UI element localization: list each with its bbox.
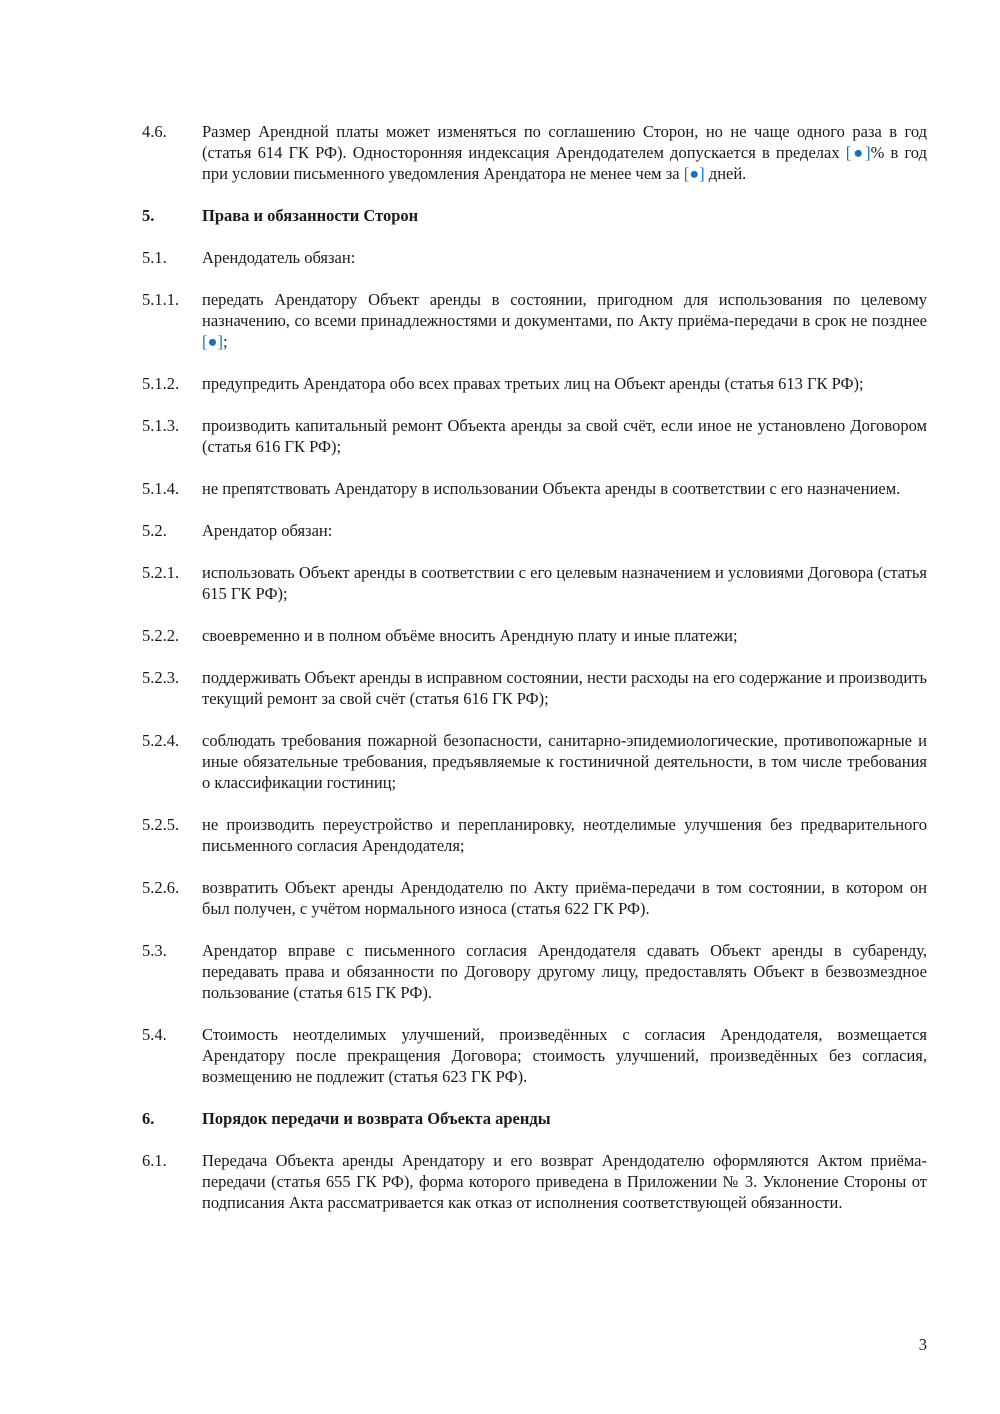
text-run: Размер Арендной платы может изменяться по соглашению Сторон, но не чаще одного раза в год (статья 614 ГК РФ). Односторонняя индексация Арендодателем допускается в пределах <box>202 122 927 162</box>
clause-text <box>202 289 927 352</box>
section-heading <box>142 1108 927 1129</box>
text-run: Арендатор обязан: <box>202 521 333 540</box>
text-run: Передача Объекта аренды Арендатору и его возврат Арендодателю оформляются Актом приёма-передачи (статья 655 ГК РФ), форма которого приведена в Приложении № 3. Уклонение Стороны от подписания Акта рассматривается как отказ от исполнения соответствующей обязанности. <box>202 1151 927 1212</box>
text-run: % в год при условии письменного уведомления Арендатора не менее чем за <box>202 143 927 183</box>
clause-number: 5.1.2. <box>142 374 180 393</box>
section-title <box>202 1108 927 1129</box>
clause-text <box>202 415 927 457</box>
text-run: использовать Объект аренды в соответствии с его целевым назначением и условиями Договора (статья 615 ГК РФ); <box>202 563 927 603</box>
clause <box>142 667 927 709</box>
clause-number: 5.2.3. <box>142 668 180 687</box>
clause-text <box>202 1024 927 1087</box>
clause-number: 4.6. <box>142 122 167 141</box>
clause-number: 5.3. <box>142 941 167 960</box>
clause-text <box>202 1150 927 1213</box>
clause-number: 5.2.2. <box>142 626 180 645</box>
clause <box>142 562 927 604</box>
clause-number: 5.1.1. <box>142 290 180 309</box>
clause <box>142 247 927 268</box>
text-run: производить капитальный ремонт Объекта аренды за свой счёт, если иное не установлено Договором (статья 616 ГК РФ); <box>202 416 927 456</box>
page-number: 3 <box>918 1335 927 1354</box>
clause-number: 5.2.4. <box>142 731 180 750</box>
clause <box>142 625 927 646</box>
clause-number: 5. <box>142 206 155 225</box>
clause <box>142 520 927 541</box>
text-run: дней. <box>704 164 747 183</box>
text-run: не препятствовать Арендатору в использовании Объекта аренды в соответствии с его назначением. <box>202 479 901 498</box>
clause <box>142 940 927 1003</box>
clause-text <box>202 247 927 268</box>
clause-number: 5.1.3. <box>142 416 180 435</box>
text-run: соблюдать требования пожарной безопасности, санитарно-эпидемиологические, противопожарные и иные обязательные требования, предъявляемые к гостиничной деятельности, в том числе требования о классификации гостиниц; <box>202 731 927 792</box>
placeholder-field: [●] <box>683 164 705 183</box>
clause <box>142 289 927 352</box>
clause-number: 5.2. <box>142 521 167 540</box>
text-run: предупредить Арендатора обо всех правах третьих лиц на Объект аренды (статья 613 ГК РФ); <box>202 374 864 393</box>
clause <box>142 730 927 793</box>
clause <box>142 373 927 394</box>
clause-number: 5.2.5. <box>142 815 180 834</box>
placeholder-field: [●] <box>845 143 871 162</box>
clause <box>142 478 927 499</box>
text-run: Арендодатель обязан: <box>202 248 356 267</box>
placeholder-field: [●] <box>202 332 223 351</box>
clause-number: 5.1. <box>142 248 167 267</box>
clause <box>142 121 927 184</box>
clause <box>142 415 927 457</box>
clause-text <box>202 625 927 646</box>
text-run: ; <box>222 332 228 351</box>
text-run: своевременно и в полном объёме вносить Арендную плату и иные платежи; <box>202 626 738 645</box>
text-run: передать Арендатору Объект аренды в состоянии, пригодном для использования по целевому назначению, со всеми принадлежностями и документами, по Акту приёма-передачи в срок не позднее <box>202 290 927 330</box>
section-title <box>202 205 927 226</box>
text-run: не производить переустройство и перепланировку, неотделимые улучшения без предварительного письменного согласия Арендодателя; <box>202 815 927 855</box>
clause-number: 5.2.6. <box>142 878 180 897</box>
clause-number: 5.4. <box>142 1025 167 1044</box>
text-run: Порядок передачи и возврата Объекта аренды <box>202 1109 551 1128</box>
clause <box>142 814 927 856</box>
text-run: Права и обязанности Сторон <box>202 206 419 225</box>
document-body <box>142 121 927 1234</box>
clause-text <box>202 562 927 604</box>
section-heading <box>142 205 927 226</box>
clause-number: 5.1.4. <box>142 479 180 498</box>
clause-number: 6. <box>142 1109 155 1128</box>
text-run: возвратить Объект аренды Арендодателю по Акту приёма-передачи в том состоянии, в котором он был получен, с учётом нормального износа (статья 622 ГК РФ). <box>202 878 927 918</box>
clause-text <box>202 520 927 541</box>
clause-number: 5.2.1. <box>142 563 180 582</box>
clause <box>142 1024 927 1087</box>
clause-text <box>202 814 927 856</box>
clause <box>142 877 927 919</box>
clause <box>142 1150 927 1213</box>
text-run: Арендатор вправе с письменного согласия Арендодателя сдавать Объект аренды в субаренду, передавать права и обязанности по Договору другому лицу, предоставлять Объект в безвозмездное пользование (статья 615 ГК РФ). <box>202 941 927 1002</box>
clause-text <box>202 121 927 184</box>
clause-text <box>202 877 927 919</box>
clause-text <box>202 940 927 1003</box>
clause-text <box>202 373 927 394</box>
clause-number: 6.1. <box>142 1151 167 1170</box>
text-run: поддерживать Объект аренды в исправном состоянии, нести расходы на его содержание и производить текущий ремонт за свой счёт (статья 616 ГК РФ); <box>202 668 927 708</box>
clause-text <box>202 667 927 709</box>
clause-text <box>202 478 927 499</box>
text-run: Стоимость неотделимых улучшений, произведённых с согласия Арендодателя, возмещается Арендатору после прекращения Договора; стоимость улучшений, произведённых без согласия, возмещению не подлежит (статья 623 ГК РФ). <box>202 1025 927 1086</box>
clause-text <box>202 730 927 793</box>
